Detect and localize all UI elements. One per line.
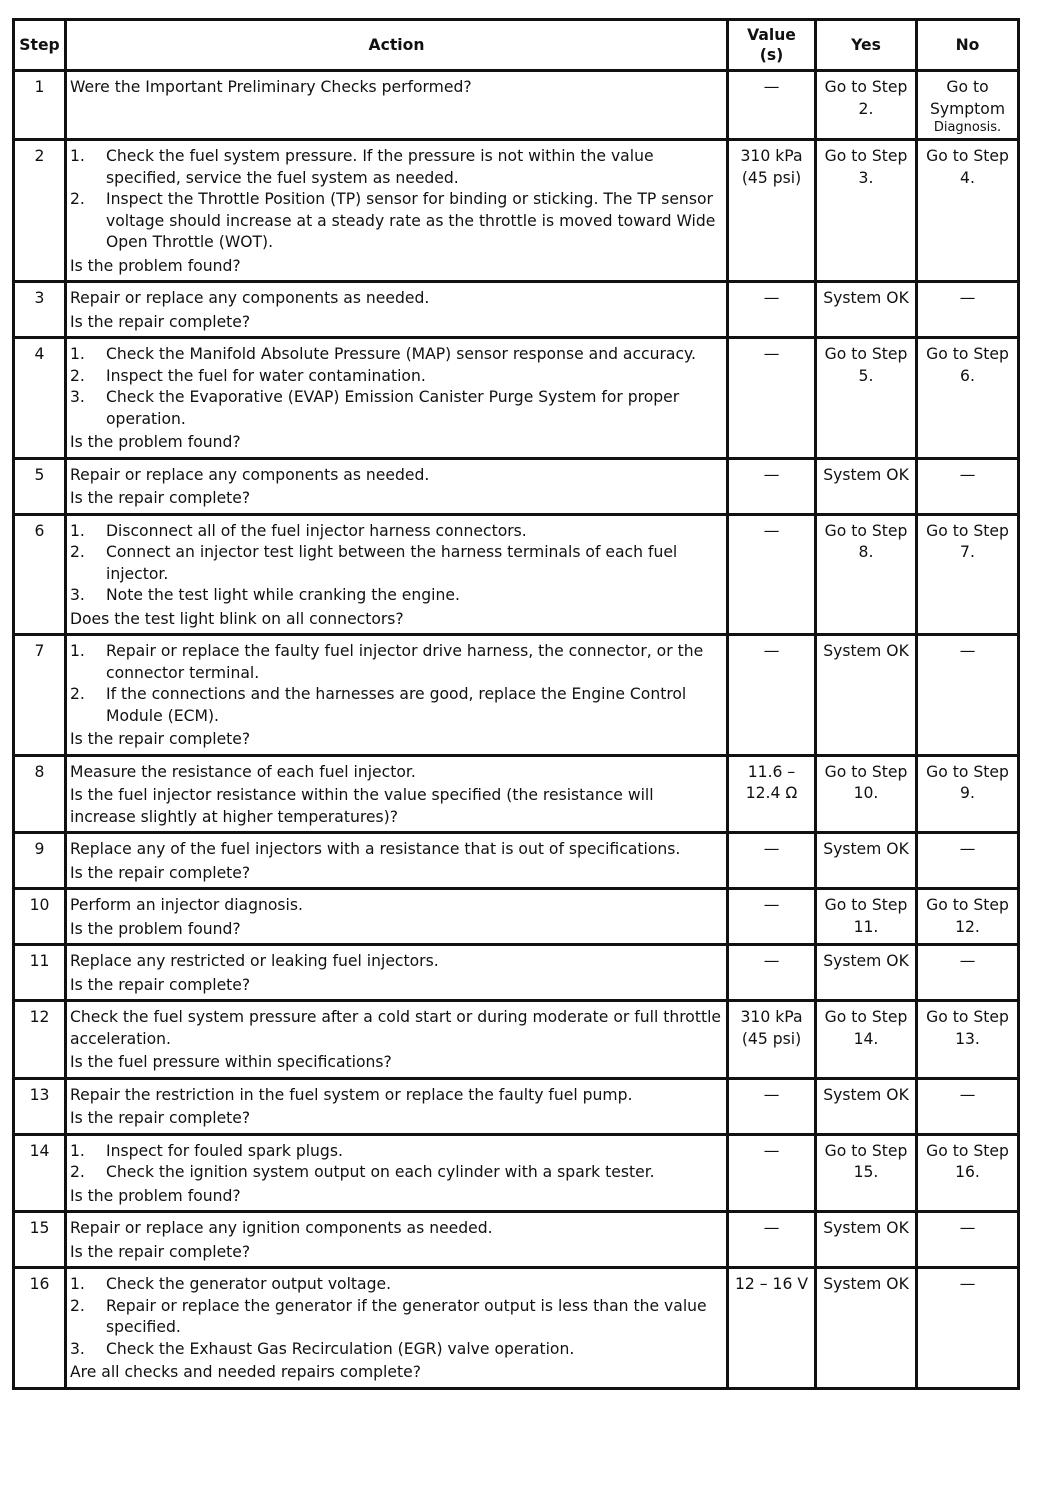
yes-cell: System OK: [816, 945, 917, 1001]
no-cell-text: —: [959, 952, 976, 970]
action-cell: [66, 458, 728, 514]
no-cell: [917, 755, 1019, 833]
value-cell: —: [728, 945, 816, 1001]
no-cell: [917, 338, 1019, 459]
action-cell: [66, 755, 728, 833]
no-cell: [917, 1078, 1019, 1134]
list-item-number: 2.: [70, 366, 85, 385]
action-text: Replace any restricted or leaking fuel injectors.: [70, 952, 439, 970]
yes-cell: System OK: [816, 1268, 917, 1389]
step-number: 15: [14, 1212, 66, 1268]
action-list-item: [70, 387, 723, 430]
action-list: [70, 521, 723, 607]
no-cell: [917, 140, 1019, 282]
step-number: 4: [14, 338, 66, 459]
no-cell: [917, 1001, 1019, 1079]
list-item-number: 2.: [70, 1296, 85, 1315]
action-cell: [66, 889, 728, 945]
list-item-number: 1.: [70, 147, 85, 165]
list-item-text: Check the ignition system output on each cylinder with a spark tester.: [106, 1163, 655, 1181]
list-item-text: Repair or replace the generator if the generator output is less than the value specified.: [106, 1296, 707, 1336]
action-question: Are all checks and needed repairs complete?: [70, 1363, 421, 1381]
action-question: Is the repair complete?: [70, 312, 251, 331]
step-number: 11: [14, 945, 66, 1001]
action-cell: [66, 1001, 728, 1079]
value-cell: 12 – 16 V: [728, 1268, 816, 1389]
list-item-text: Check the Manifold Absolute Pressure (MAP) sensor response and accuracy.: [106, 345, 697, 363]
header-value-line1: Value: [747, 26, 796, 44]
table-row-step-6: [14, 514, 1019, 635]
action-cell: [66, 1268, 728, 1389]
action-question: Is the problem found?: [70, 1186, 241, 1205]
action-question: Is the repair complete?: [70, 730, 251, 748]
header-value-line2: (s): [759, 46, 784, 64]
header-step: Step: [14, 20, 66, 71]
table-row-step-14: [14, 1134, 1019, 1212]
action-list-item: [70, 1274, 723, 1296]
action-list-item: [70, 1141, 723, 1163]
value-cell: —: [728, 1212, 816, 1268]
no-cell-subtext: Diagnosis.: [933, 120, 1002, 135]
list-item-text: Check the Evaporative (EVAP) Emission Canister Purge System for proper operation.: [106, 388, 680, 428]
action-cell: [66, 338, 728, 459]
table-row-step-7: [14, 635, 1019, 756]
action-question: Is the problem found?: [70, 919, 241, 938]
step-number: 6: [14, 514, 66, 635]
no-cell-text: Go to Step 16.: [926, 1141, 1009, 1181]
action-question: Is the fuel injector resistance within the value specified (the resistance will increase slightly at higher temperatures)?: [70, 786, 654, 826]
value-cell: —: [728, 889, 816, 945]
list-item-number: 1.: [70, 642, 85, 660]
no-cell: [917, 945, 1019, 1001]
list-item-text: Repair or replace the faulty fuel injector drive harness, the connector, or the connector terminal.: [106, 642, 704, 682]
yes-cell: Go to Step 2.: [816, 71, 917, 140]
yes-cell: System OK: [816, 635, 917, 756]
step-number: 13: [14, 1078, 66, 1134]
no-cell-text: —: [959, 1085, 976, 1104]
no-cell: [917, 1268, 1019, 1389]
no-cell-text: Go to Step 7.: [926, 521, 1009, 561]
no-cell: [917, 1212, 1019, 1268]
yes-cell: Go to Step 10.: [816, 755, 917, 833]
action-list-item: [70, 542, 723, 585]
action-text: Perform an injector diagnosis.: [70, 896, 303, 914]
table-row-step-9: [14, 833, 1019, 889]
action-list-item: [70, 189, 723, 254]
list-item-text: Check the Exhaust Gas Recirculation (EGR) valve operation.: [106, 1339, 575, 1358]
action-text: Repair or replace any components as needed.: [70, 289, 430, 307]
yes-cell: Go to Step 11.: [816, 889, 917, 945]
header-no: No: [917, 20, 1019, 71]
value-cell: —: [728, 282, 816, 338]
list-item-number: 2.: [70, 1163, 85, 1181]
no-cell: [917, 458, 1019, 514]
action-question: Is the repair complete?: [70, 975, 251, 994]
action-list-item: [70, 1296, 723, 1339]
list-item-number: 1.: [70, 1141, 85, 1160]
value-cell: —: [728, 458, 816, 514]
list-item-text: Note the test light while cranking the engine.: [106, 586, 460, 604]
step-number: 14: [14, 1134, 66, 1212]
action-list-item: [70, 684, 723, 727]
action-question: Is the repair complete?: [70, 489, 251, 507]
diagnostic-table: [12, 18, 1020, 1390]
table-row-step-4: [14, 338, 1019, 459]
yes-cell: System OK: [816, 282, 917, 338]
no-cell: [917, 833, 1019, 889]
action-list-item: [70, 1162, 723, 1184]
step-number: 16: [14, 1268, 66, 1389]
action-cell: [66, 945, 728, 1001]
yes-cell: System OK: [816, 458, 917, 514]
action-cell: [66, 282, 728, 338]
table-row-step-2: [14, 140, 1019, 282]
no-cell-text: —: [959, 465, 976, 484]
table-row-step-5: [14, 458, 1019, 514]
list-item-text: Inspect the Throttle Position (TP) sensor for binding or sticking. The TP sensor voltage should increase at a steady rate as the throttle is moved toward Wide Open Throttle (WOT).: [106, 190, 716, 251]
action-text: Check the fuel system pressure after a cold start or during moderate or full throttle acceleration.: [70, 1008, 722, 1048]
no-cell-text: —: [959, 840, 976, 858]
step-number: 8: [14, 755, 66, 833]
value-cell: —: [728, 1134, 816, 1212]
action-cell: [66, 71, 728, 140]
list-item-number: 3.: [70, 1339, 85, 1358]
yes-cell: Go to Step 15.: [816, 1134, 917, 1212]
action-list-item: [70, 146, 723, 189]
action-question: Is the fuel pressure within specifications?: [70, 1053, 392, 1071]
table-row-step-10: [14, 889, 1019, 945]
value-cell: 310 kPa (45 psi): [728, 1001, 816, 1079]
action-text: Measure the resistance of each fuel injector.: [70, 762, 416, 781]
list-item-text: Disconnect all of the fuel injector harness connectors.: [106, 521, 527, 540]
list-item-number: 1.: [70, 345, 85, 363]
step-number: 1: [14, 71, 66, 140]
yes-cell: Go to Step 3.: [816, 140, 917, 282]
action-cell: [66, 140, 728, 282]
list-item-text: Check the fuel system pressure. If the pressure is not within the value specified, service the fuel system as needed.: [106, 147, 654, 187]
value-cell: —: [728, 635, 816, 756]
no-cell-text: Go to Step 12.: [926, 896, 1009, 936]
table-row-step-11: [14, 945, 1019, 1001]
action-question: Is the repair complete?: [70, 1242, 251, 1261]
action-list: [70, 1141, 723, 1184]
action-question: Is the problem found?: [70, 256, 241, 275]
value-cell: —: [728, 1078, 816, 1134]
no-cell: [917, 282, 1019, 338]
step-number: 10: [14, 889, 66, 945]
action-question: Is the repair complete?: [70, 1109, 251, 1127]
table-row-step-1: [14, 71, 1019, 140]
list-item-number: 1.: [70, 521, 85, 540]
no-cell: [917, 71, 1019, 140]
list-item-number: 3.: [70, 388, 85, 406]
list-item-number: 1.: [70, 1275, 85, 1293]
action-cell: [66, 514, 728, 635]
no-cell-text: —: [959, 289, 976, 307]
header-yes: Yes: [816, 20, 917, 71]
step-number: 5: [14, 458, 66, 514]
no-cell-text: —: [959, 1219, 976, 1237]
action-text: Repair or replace any components as needed.: [70, 465, 430, 484]
no-cell-text: Go to Symptom: [929, 78, 1006, 118]
header-action: Action: [66, 20, 728, 71]
step-number: 2: [14, 140, 66, 282]
action-question: Is the repair complete?: [70, 863, 251, 882]
no-cell-text: —: [959, 1275, 976, 1293]
yes-cell: Go to Step 14.: [816, 1001, 917, 1079]
yes-cell: System OK: [816, 1212, 917, 1268]
list-item-number: 3.: [70, 586, 85, 604]
list-item-text: Check the generator output voltage.: [106, 1275, 392, 1293]
action-list: [70, 1274, 723, 1360]
step-number: 9: [14, 833, 66, 889]
header-row: [14, 20, 1019, 71]
no-cell-text: Go to Step 4.: [926, 147, 1009, 187]
yes-cell: System OK: [816, 833, 917, 889]
step-number: 3: [14, 282, 66, 338]
action-list-item: [70, 521, 723, 543]
yes-cell: Go to Step 8.: [816, 514, 917, 635]
no-cell-text: Go to Step 9.: [926, 762, 1009, 802]
list-item-number: 2.: [70, 190, 85, 208]
action-text: Repair the restriction in the fuel system or replace the faulty fuel pump.: [70, 1085, 633, 1104]
no-cell: [917, 1134, 1019, 1212]
no-cell: [917, 514, 1019, 635]
action-list: [70, 146, 723, 254]
table-row-step-3: [14, 282, 1019, 338]
table-row-step-8: [14, 755, 1019, 833]
value-cell: —: [728, 71, 816, 140]
action-list-item: [70, 1339, 723, 1361]
list-item-text: Inspect the fuel for water contamination.: [106, 366, 426, 385]
value-cell: —: [728, 338, 816, 459]
action-list-item: [70, 366, 723, 388]
action-question: Does the test light blink on all connectors?: [70, 609, 404, 628]
header-value: [728, 20, 816, 71]
action-list: [70, 344, 723, 430]
action-cell: [66, 635, 728, 756]
no-cell: [917, 635, 1019, 756]
action-text: Were the Important Preliminary Checks performed?: [70, 78, 472, 96]
action-list-item: [70, 641, 723, 684]
action-list-item: [70, 344, 723, 366]
table-row-step-15: [14, 1212, 1019, 1268]
list-item-text: Connect an injector test light between the harness terminals of each fuel injector.: [106, 543, 678, 583]
list-item-text: If the connections and the harnesses are good, replace the Engine Control Module (ECM).: [106, 685, 687, 725]
action-cell: [66, 1134, 728, 1212]
list-item-number: 2.: [70, 543, 85, 561]
value-cell: 11.6 – 12.4 Ω: [728, 755, 816, 833]
table-row-step-13: [14, 1078, 1019, 1134]
no-cell-text: —: [959, 642, 976, 660]
step-number: 7: [14, 635, 66, 756]
action-text: Repair or replace any ignition components as needed.: [70, 1219, 493, 1237]
yes-cell: System OK: [816, 1078, 917, 1134]
action-cell: [66, 1212, 728, 1268]
list-item-text: Inspect for fouled spark plugs.: [106, 1141, 343, 1160]
table-row-step-12: [14, 1001, 1019, 1079]
table-row-step-16: [14, 1268, 1019, 1389]
value-cell: 310 kPa (45 psi): [728, 140, 816, 282]
action-list: [70, 641, 723, 727]
no-cell-text: Go to Step 6.: [926, 345, 1009, 385]
value-cell: —: [728, 514, 816, 635]
no-cell-text: Go to Step 13.: [926, 1008, 1009, 1048]
step-number: 12: [14, 1001, 66, 1079]
action-text: Replace any of the fuel injectors with a resistance that is out of specifications.: [70, 840, 681, 858]
action-list-item: [70, 585, 723, 607]
list-item-number: 2.: [70, 685, 85, 703]
action-cell: [66, 833, 728, 889]
no-cell: [917, 889, 1019, 945]
action-question: Is the problem found?: [70, 433, 241, 451]
value-cell: —: [728, 833, 816, 889]
action-cell: [66, 1078, 728, 1134]
yes-cell: Go to Step 5.: [816, 338, 917, 459]
